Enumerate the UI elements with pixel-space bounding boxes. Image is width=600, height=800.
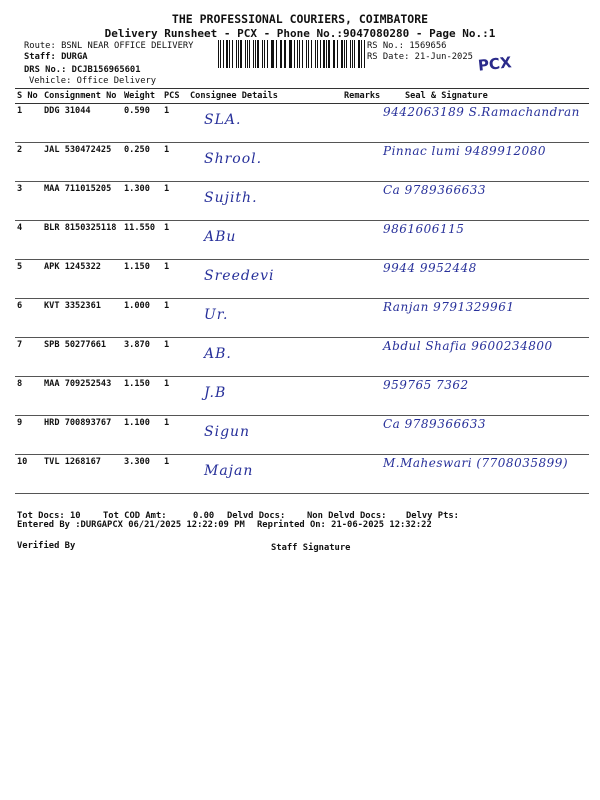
- consignee-handwriting: Majan: [204, 463, 254, 479]
- reprinted-on: Reprinted On: 21-06-2025 12:32:22: [257, 520, 432, 530]
- table-row: [15, 338, 589, 377]
- cell-signature: [377, 377, 589, 416]
- cell-signature: [377, 260, 589, 299]
- col-consignment: Consignment No: [42, 89, 122, 104]
- cell-signature: [377, 104, 589, 143]
- signature-handwriting: Ca 9789366633: [383, 183, 486, 197]
- cell-consignment: KVT 3352361: [42, 299, 122, 338]
- signature-handwriting: Ranjan 9791329961: [383, 300, 515, 314]
- barcode-bar: [238, 40, 239, 68]
- cell-consignment: JAL 530472425: [42, 143, 122, 182]
- cell-sno: 9: [15, 416, 42, 455]
- cell-consignee: [188, 143, 342, 182]
- consignee-handwriting: Shrool.: [204, 151, 263, 167]
- consignee-handwriting: J.B: [204, 385, 227, 401]
- col-signature: Seal & Signature: [377, 89, 589, 104]
- cell-consignee: [188, 338, 342, 377]
- cell-pcs: 1: [162, 182, 188, 221]
- cell-consignment: SPB 50277661: [42, 338, 122, 377]
- rs-date: RS Date: 21-Jun-2025: [367, 52, 473, 62]
- consignee-handwriting: Ur.: [204, 307, 229, 323]
- barcode-bar: [344, 40, 345, 68]
- verified-by: Verified By: [17, 541, 76, 551]
- cell-consignee: [188, 260, 342, 299]
- staff-label: Staff: DURGA: [24, 52, 88, 62]
- cell-consignment: MAA 711015205: [42, 182, 122, 221]
- delivery-table: [15, 88, 589, 494]
- drs-number: DRS No.: DCJB156965601: [24, 65, 141, 75]
- cell-sno: 6: [15, 299, 42, 338]
- barcode-bar: [361, 40, 362, 68]
- barcode-bar: [271, 40, 272, 68]
- cell-consignment: APK 1245322: [42, 260, 122, 299]
- cell-signature: [377, 416, 589, 455]
- barcode-bar: [358, 40, 360, 68]
- barcode-bar: [352, 40, 353, 68]
- barcode-bar: [249, 40, 250, 68]
- barcode-bar: [289, 40, 290, 68]
- consignee-handwriting: SLA.: [204, 112, 242, 128]
- barcode-bar: [257, 40, 259, 68]
- cell-weight: 1.100: [122, 416, 162, 455]
- barcode-bar: [311, 40, 312, 68]
- cell-pcs: 1: [162, 338, 188, 377]
- table-row: [15, 221, 589, 260]
- barcode-bar: [328, 40, 329, 68]
- consignee-handwriting: Sigun: [204, 424, 251, 440]
- cell-consignee: [188, 221, 342, 260]
- barcode-bar: [308, 40, 310, 68]
- consignee-handwriting: ABu: [204, 229, 237, 245]
- cell-pcs: 1: [162, 299, 188, 338]
- cell-weight: 1.150: [122, 260, 162, 299]
- table-row: [15, 182, 589, 221]
- barcode-bar: [262, 40, 263, 68]
- barcode-bar: [281, 40, 282, 68]
- route-label: Route: BSNL NEAR OFFICE DELIVERY: [24, 41, 194, 51]
- barcode-bar: [236, 40, 237, 68]
- entered-by: Entered By :DURGAPCX 06/21/2025 12:22:09 PM: [17, 520, 245, 530]
- barcode-bar: [226, 40, 228, 68]
- cell-pcs: 1: [162, 104, 188, 143]
- barcode-bar: [229, 40, 230, 68]
- cell-consignee: [188, 416, 342, 455]
- cell-sno: 2: [15, 143, 42, 182]
- cell-signature: [377, 338, 589, 377]
- barcode-bar: [264, 40, 265, 68]
- barcode-bar: [315, 40, 316, 68]
- col-sno: S No: [15, 89, 42, 104]
- col-consignee: Consignee Details: [188, 89, 342, 104]
- cell-weight: 0.250: [122, 143, 162, 182]
- barcode-bar: [253, 40, 254, 68]
- cell-sno: 7: [15, 338, 42, 377]
- cell-consignee: [188, 299, 342, 338]
- cell-consignment: DDG 31044: [42, 104, 122, 143]
- signature-handwriting: Abdul Shafia 9600234800: [383, 339, 553, 353]
- tot-cod-amt: Tot COD Amt: 0.00: [103, 511, 215, 521]
- staff-signature: Staff Signature: [271, 543, 351, 553]
- cell-consignment: HRD 700893767: [42, 416, 122, 455]
- barcode-bar: [317, 40, 318, 68]
- delvd-docs: Delvd Docs:: [227, 511, 286, 521]
- barcode-bar: [220, 40, 221, 68]
- signature-handwriting: Pinnac lumi 9489912080: [383, 144, 547, 158]
- barcode-bar: [245, 40, 246, 68]
- cell-pcs: 1: [162, 143, 188, 182]
- table-row: [15, 455, 589, 494]
- barcode: [218, 40, 368, 68]
- barcode-bar: [297, 40, 298, 68]
- barcode-bar: [255, 40, 256, 68]
- col-remarks: Remarks: [342, 89, 377, 104]
- runsheet-title: Delivery Runsheet - PCX - Phone No.:9047080280 - Page No.:1: [104, 27, 496, 40]
- cell-pcs: 1: [162, 260, 188, 299]
- barcode-bar: [280, 40, 281, 68]
- tot-docs: Tot Docs: 10: [17, 511, 81, 521]
- cell-signature: [377, 143, 589, 182]
- delvy-pts: Delvy Pts:: [406, 511, 459, 521]
- cell-weight: 3.870: [122, 338, 162, 377]
- barcode-bar: [302, 40, 303, 68]
- cell-weight: 1.300: [122, 182, 162, 221]
- cell-pcs: 1: [162, 377, 188, 416]
- table-row: [15, 143, 589, 182]
- barcode-bar: [284, 40, 285, 68]
- rs-number: RS No.: 1569656: [367, 41, 447, 51]
- cell-signature: [377, 221, 589, 260]
- barcode-bar: [299, 40, 300, 68]
- barcode-bar: [247, 40, 248, 68]
- barcode-bar: [232, 40, 233, 68]
- barcode-bar: [326, 40, 327, 68]
- barcode-bar: [341, 40, 343, 68]
- cell-consignee: [188, 455, 342, 494]
- barcode-bar: [364, 40, 365, 68]
- signature-handwriting: 9944 9952448: [383, 261, 477, 275]
- barcode-bar: [276, 40, 277, 68]
- consignee-handwriting: AB.: [204, 346, 232, 362]
- cell-sno: 4: [15, 221, 42, 260]
- consignee-handwriting: Sreedevi: [204, 268, 275, 284]
- cell-consignment: TVL 1268167: [42, 455, 122, 494]
- cell-weight: 1.150: [122, 377, 162, 416]
- signature-handwriting: M.Maheswari (7708035899): [383, 456, 569, 470]
- signature-handwriting: Ca 9789366633: [383, 417, 486, 431]
- barcode-bar: [354, 40, 355, 68]
- cell-consignee: [188, 377, 342, 416]
- cell-sno: 1: [15, 104, 42, 143]
- cell-signature: [377, 455, 589, 494]
- cell-weight: 3.300: [122, 455, 162, 494]
- cell-weight: 11.550: [122, 221, 162, 260]
- barcode-bar: [323, 40, 325, 68]
- barcode-bar: [320, 40, 321, 68]
- cell-consignment: BLR 8150325118: [42, 221, 122, 260]
- barcode-bar: [306, 40, 307, 68]
- col-weight: Weight: [122, 89, 162, 104]
- barcode-bar: [223, 40, 224, 68]
- cell-pcs: 1: [162, 221, 188, 260]
- consignee-handwriting: Sujith.: [204, 190, 258, 206]
- barcode-bar: [334, 40, 335, 68]
- non-delvd-docs: Non Delvd Docs:: [307, 511, 387, 521]
- barcode-bar: [267, 40, 268, 68]
- pcx-stamp: PCX: [477, 53, 513, 75]
- cell-pcs: 1: [162, 416, 188, 455]
- barcode-bar: [290, 40, 292, 68]
- barcode-bar: [272, 40, 274, 68]
- cell-signature: [377, 299, 589, 338]
- barcode-bar: [337, 40, 338, 68]
- cell-sno: 8: [15, 377, 42, 416]
- vehicle-label: Vehicle: Office Delivery: [29, 76, 157, 86]
- barcode-bar: [346, 40, 347, 68]
- signature-handwriting: 959765 7362: [383, 378, 469, 392]
- barcode-bar: [218, 40, 219, 68]
- cell-consignment: MAA 709252543: [42, 377, 122, 416]
- cell-pcs: 1: [162, 455, 188, 494]
- table-row: [15, 377, 589, 416]
- company-name: THE PROFESSIONAL COURIERS, COIMBATORE: [171, 12, 429, 26]
- cell-sno: 3: [15, 182, 42, 221]
- signature-handwriting: 9442063189 S.Ramachandran: [383, 105, 580, 119]
- table-row: [15, 260, 589, 299]
- signature-handwriting: 9861606115: [383, 222, 465, 236]
- col-pcs: PCS: [162, 89, 188, 104]
- cell-weight: 1.000: [122, 299, 162, 338]
- cell-signature: [377, 182, 589, 221]
- barcode-bar: [294, 40, 295, 68]
- cell-sno: 10: [15, 455, 42, 494]
- cell-consignee: [188, 182, 342, 221]
- table-row: [15, 299, 589, 338]
- barcode-bar: [350, 40, 351, 68]
- cell-sno: 5: [15, 260, 42, 299]
- cell-weight: 0.590: [122, 104, 162, 143]
- table-row: [15, 416, 589, 455]
- cell-consignee: [188, 104, 342, 143]
- barcode-bar: [333, 40, 334, 68]
- table-row: [15, 104, 589, 143]
- table-header-row: [15, 89, 589, 104]
- barcode-bar: [240, 40, 242, 68]
